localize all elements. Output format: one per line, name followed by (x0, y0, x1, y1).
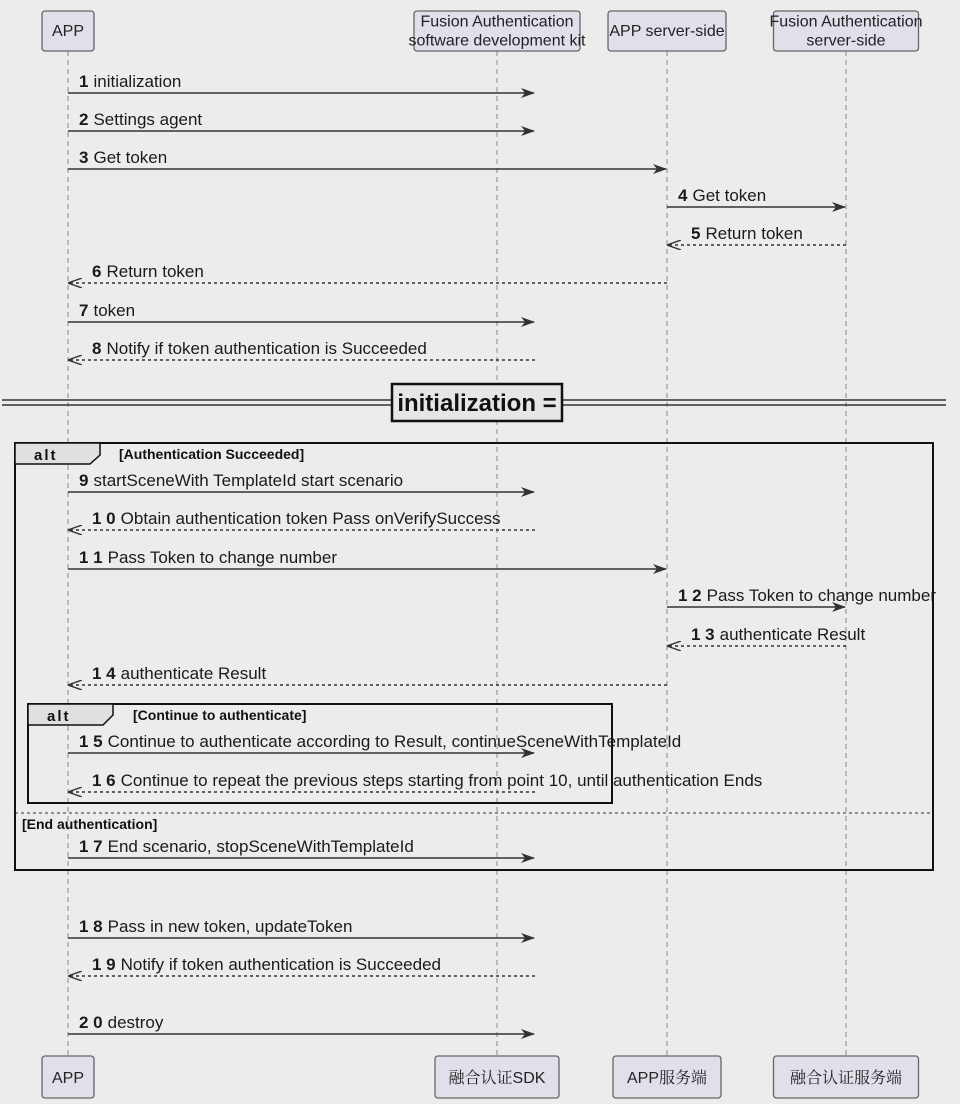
message-12 (667, 586, 936, 607)
message-label (79, 471, 403, 490)
message-text: Notify if token authentication is Succeeded (120, 955, 442, 974)
message-label (79, 917, 352, 936)
message-number: 6 (92, 262, 102, 281)
participant-sdk-top-label: software development kit (408, 32, 586, 50)
message-number: 1 8 (79, 917, 103, 936)
message-text: End scenario, stopSceneWithTemplateId (107, 837, 414, 856)
participant-sdk-top-label: Fusion Authentication (420, 13, 574, 31)
participant-sdk-bottom (435, 1056, 559, 1098)
message-label (79, 301, 135, 320)
message-label (92, 771, 762, 790)
message-19 (69, 955, 535, 976)
message-14 (69, 664, 667, 685)
message-text: authenticate Result (120, 664, 267, 683)
message-text: Continue to repeat the previous steps starting from point 10, until authentication Ends (120, 771, 763, 790)
participant-app-bottom (42, 1056, 94, 1098)
message-20 (68, 1013, 534, 1034)
message-9 (68, 471, 534, 492)
divider-label: initialization = (397, 390, 557, 417)
participant-fserver-top-label: server-side (806, 32, 886, 50)
message-number: 7 (79, 301, 89, 320)
message-label (79, 1013, 164, 1032)
message-6 (69, 262, 667, 283)
message-text: initialization (93, 72, 182, 91)
message-4 (667, 186, 845, 207)
participant-sdk-top (409, 11, 587, 51)
message-text: Get token (93, 148, 168, 167)
message-label (92, 664, 266, 683)
message-label (691, 625, 865, 644)
message-label (79, 72, 181, 91)
message-18 (68, 917, 534, 938)
alt-operator-outer: alt (34, 447, 58, 464)
message-text: Pass in new token, updateToken (107, 917, 353, 936)
participant-fserver-top (770, 11, 923, 51)
message-number: 1 1 (79, 548, 103, 567)
message-text: authenticate Result (719, 625, 866, 644)
participant-app-bottom-label: APP (51, 1070, 85, 1087)
message-label (79, 148, 167, 167)
message-3 (68, 148, 666, 169)
message-2 (68, 110, 534, 131)
participant-fserver-top-label: Fusion Authentication (769, 13, 923, 31)
participant-fserver-bottom-label: 融合认证服务端 (789, 1070, 903, 1087)
participant-server-bottom (613, 1056, 721, 1098)
message-7 (68, 301, 534, 322)
message-16 (69, 771, 762, 792)
message-label (92, 262, 204, 281)
participant-sdk-bottom-label: 融合认证SDK (448, 1070, 546, 1087)
message-1 (68, 72, 534, 93)
message-number: 1 (79, 72, 89, 91)
message-label (92, 339, 427, 358)
message-text: Return token (705, 224, 803, 243)
message-label (92, 509, 501, 528)
message-number: 1 3 (691, 625, 715, 644)
message-13 (668, 625, 865, 646)
message-label (678, 186, 766, 205)
participant-server-top-label: APP server-side (609, 23, 725, 40)
message-text: token (93, 301, 136, 320)
message-text: destroy (107, 1013, 164, 1032)
participant-app-top (42, 11, 94, 51)
message-15 (68, 732, 681, 753)
message-text: Pass Token to change number (107, 548, 337, 567)
message-text: Return token (106, 262, 204, 281)
message-label (678, 586, 936, 605)
message-number: 2 (79, 110, 89, 129)
message-11 (68, 548, 666, 569)
participant-server-bottom-label: APP服务端 (626, 1070, 708, 1087)
message-label (691, 224, 803, 243)
message-10 (69, 509, 535, 530)
message-number: 1 6 (92, 771, 116, 790)
message-number: 1 4 (92, 664, 116, 683)
message-number: 1 0 (92, 509, 116, 528)
message-number: 1 9 (92, 955, 116, 974)
message-text: Obtain authentication token Pass onVerifySuccess (120, 509, 501, 528)
message-number: 1 7 (79, 837, 103, 856)
message-number: 1 2 (678, 586, 702, 605)
message-17 (68, 837, 534, 858)
participant-fserver-bottom (774, 1056, 919, 1098)
alt-condition-inner: [Continue to authenticate] (133, 707, 307, 723)
message-text: Pass Token to change number (706, 586, 936, 605)
message-number: 9 (79, 471, 89, 490)
message-text: Settings agent (93, 110, 203, 129)
message-5 (668, 224, 846, 245)
message-8 (69, 339, 535, 360)
message-number: 5 (691, 224, 701, 243)
participant-app-top-label: APP (51, 23, 85, 40)
message-text: startSceneWith TemplateId start scenario (93, 471, 404, 490)
participant-server-top (608, 11, 726, 51)
messages (68, 72, 936, 1034)
alt-frame-outer (15, 443, 933, 870)
message-number: 1 5 (79, 732, 103, 751)
message-text: Continue to authenticate according to Result, continueSceneWithTemplateId (107, 732, 682, 751)
else-condition: [End authentication] (22, 816, 158, 832)
message-text: Get token (692, 186, 767, 205)
message-number: 8 (92, 339, 102, 358)
message-label (79, 732, 681, 751)
message-text: Notify if token authentication is Succeeded (106, 339, 427, 358)
message-number: 3 (79, 148, 89, 167)
message-number: 4 (678, 186, 688, 205)
alt-condition-outer: [Authentication Succeeded] (119, 446, 305, 462)
message-label (92, 955, 441, 974)
alt-operator-inner: alt (47, 708, 71, 725)
message-label (79, 837, 414, 856)
message-label (79, 548, 337, 567)
initialization-divider (2, 384, 946, 421)
message-number: 2 0 (79, 1013, 103, 1032)
message-label (79, 110, 202, 129)
